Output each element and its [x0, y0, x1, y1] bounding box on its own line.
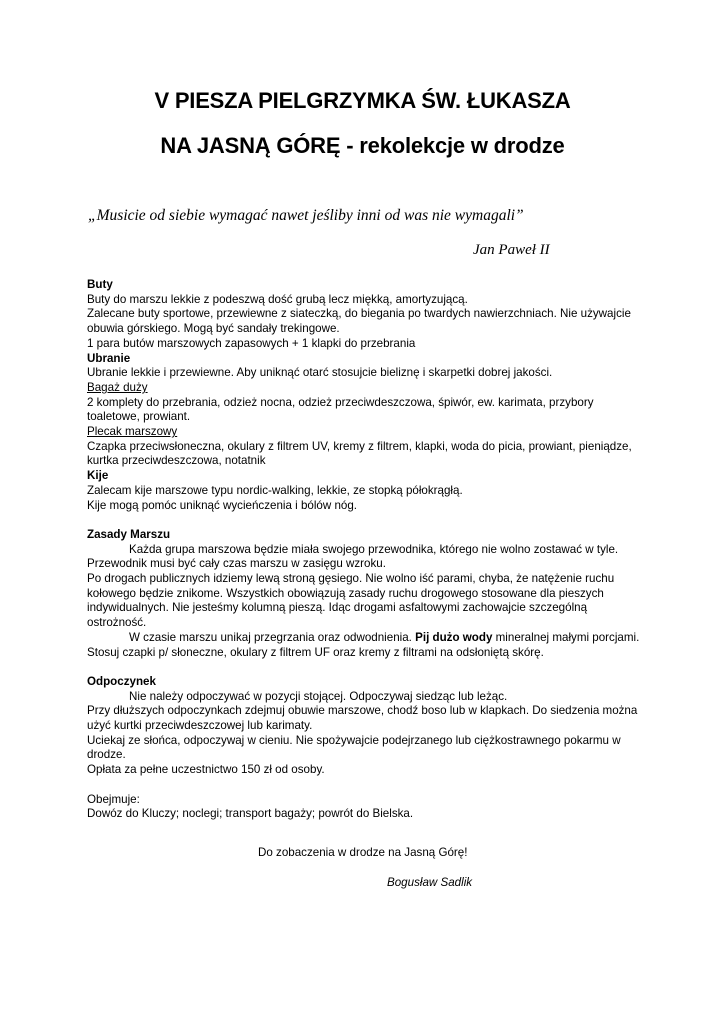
- closing-line: Do zobaczenia w drodze na Jasną Górę!: [258, 846, 468, 859]
- odpoczynek-paragraph-4: Opłata za pełne uczestnictwo 150 zł od osoby.: [87, 763, 325, 777]
- section-heading-kije: Kije: [87, 469, 109, 483]
- motto-quote: „Musicie od siebie wymagać nawet jeśliby inni od was nie wymagali”: [88, 207, 524, 224]
- plecak-text: Czapka przeciwsłoneczna, okulary z filtrem UV, kremy z filtrem, klapki, woda do picia, prowiant, pieniądze, kurtka przeciwdeszczowa, notatnik: [87, 439, 632, 468]
- zasady-paragraph-5: Stosuj czapki p/ słoneczne, okulary z filtrem UF oraz kremy z filtrami na odsłoniętą skórę.: [87, 645, 544, 659]
- document-body: [87, 278, 647, 822]
- section-heading-obejmuje: Obejmuje:: [87, 792, 140, 806]
- odpoczynek-paragraph-3: Uciekaj ze słońca, odpoczywaj w cieniu. Nie spożywajcie podejrzanego lub ciężkostrawnego pokarmu w drodze.: [87, 733, 621, 762]
- motto-author: Jan Paweł II: [473, 242, 550, 258]
- title-line-1: V PIESZA PIELGRZYMKA ŚW. ŁUKASZA: [154, 88, 571, 113]
- spacer: [87, 513, 647, 528]
- signature: Bogusław Sadlik: [387, 876, 473, 889]
- buty-line-2: Zalecane buty sportowe, przewiewne z siateczką, do biegania po twardych nawierzchniach. Nie używajcie obuwia górskiego. Mogą być sandały trekingowe.: [87, 307, 631, 336]
- zasady-paragraph-2: Przewodnik musi być cały czas marszu w zasięgu wzroku.: [87, 557, 386, 571]
- section-heading-zasady: Zasady Marszu: [87, 527, 171, 541]
- obejmuje-text: Dowóz do Kluczy; noclegi; transport bagaży; powrót do Bielska.: [87, 807, 414, 821]
- kije-line-2: Kije mogą pomóc uniknąć wycieńczenia i bólów nóg.: [87, 498, 358, 512]
- zasady-p4-before: W czasie marszu unikaj przegrzania oraz odwodnienia.: [129, 630, 416, 644]
- ubranie-text: Ubranie lekkie i przewiewne. Aby uniknąć otarć stosujcie bieliznę i skarpetki dobrej jakości.: [87, 366, 553, 380]
- section-heading-ubranie: Ubranie: [87, 351, 131, 365]
- zasady-p4-bold: Pij dużo wody: [415, 630, 493, 644]
- spacer: [87, 660, 647, 675]
- spacer: [87, 778, 647, 793]
- odpoczynek-paragraph-2: Przy dłuższych odpoczynkach zdejmuj obuwie marszowe, chodź boso lub w klapkach. Do siedzenia można użyć kurtki przeciwdeszczowej lub karimaty.: [87, 704, 638, 733]
- zasady-p4-after: mineralnej małymi porcjami.: [492, 630, 640, 644]
- title-line-2: NA JASNĄ GÓRĘ - rekolekcje w drodze: [160, 133, 565, 158]
- bagaz-text: 2 komplety do przebrania, odzież nocna, odzież przeciwdeszczowa, śpiwór, ew. karimata, przybory toaletowe, prowiant.: [87, 395, 594, 424]
- odpoczynek-paragraph-1: Nie należy odpoczywać w pozycji stojącej. Odpoczywaj siedząc lub leżąc.: [129, 689, 508, 703]
- zasady-paragraph-4: [87, 631, 647, 646]
- section-heading-buty: Buty: [87, 278, 113, 291]
- zasady-paragraph-1: Każda grupa marszowa będzie miała swojego przewodnika, którego nie wolno zostawać w tyle.: [129, 542, 619, 556]
- section-heading-odpoczynek: Odpoczynek: [87, 674, 156, 688]
- zasady-paragraph-3: Po drogach publicznych idziemy lewą stroną gęsiego. Nie wolno iść parami, chyba, że natężenie ruchu kołowego będzie znikome. Wszystkich obowiązują zasady ruchu drogowego stosowane dla pieszych indywidualnych. Nie jesteśmy kolumną pieszą. Idąc drogami asfaltowymi zachowajcie szczególną ostrożność.: [87, 572, 615, 630]
- buty-line-1: Buty do marszu lekkie z podeszwą dość grubą lecz miękką, amortyzującą.: [87, 292, 468, 306]
- section-heading-bagaz: Bagaż duży: [87, 380, 148, 394]
- kije-line-1: Zalecam kije marszowe typu nordic-walking, lekkie, ze stopką półokrągłą.: [87, 483, 463, 497]
- buty-line-3: 1 para butów marszowych zapasowych + 1 klapki do przebrania: [87, 336, 416, 350]
- section-heading-plecak: Plecak marszowy: [87, 425, 178, 439]
